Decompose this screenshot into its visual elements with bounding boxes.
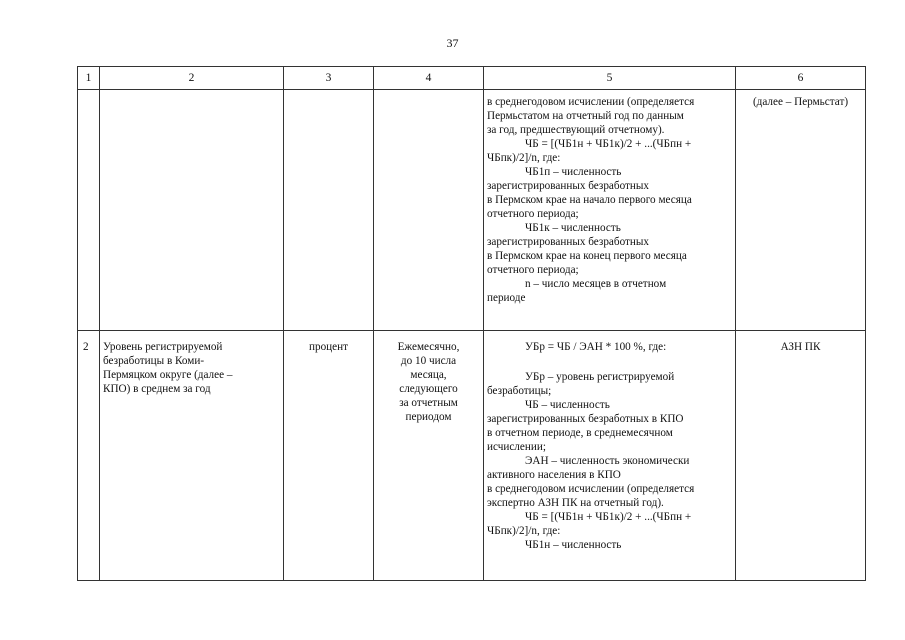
method-line: безработицы; [487, 385, 552, 397]
header-cell-3: 3 [284, 67, 374, 90]
table-row [78, 90, 866, 331]
period-line: за отчетным [399, 397, 458, 409]
method-line: ЧБ1н – численность [525, 539, 622, 551]
period-line: следующего [399, 383, 458, 395]
period-line: месяца, [410, 369, 447, 381]
indicator-name-line: КПО) в среднем за год [103, 383, 211, 395]
method-line: зарегистрированных безработных [487, 180, 650, 192]
row1-unit-cell [284, 90, 374, 331]
row2-unit-cell: процент [284, 331, 374, 581]
method-line: в Пермском крае на конец первого месяца [487, 250, 687, 262]
method-line: ЭАН – численность экономически [525, 455, 690, 467]
formula-line: ЧБпк)/2]/n, где: [487, 152, 561, 164]
method-line: n – число месяцев в отчетном [525, 278, 667, 290]
method-line: зарегистрированных безработных в КПО [487, 413, 684, 425]
method-line: активного населения в КПО [487, 469, 621, 481]
formula-line: ЧБ = [(ЧБ1н + ЧБ1к)/2 + ...(ЧБпн + [525, 138, 692, 150]
row1-num-cell [78, 90, 100, 331]
indicator-name-line: Пермяцком округе (далее – [103, 369, 233, 381]
indicator-name-line: безработицы в Коми- [103, 355, 205, 367]
method-line: отчетного периода; [487, 208, 579, 220]
method-line: УБр – уровень регистрируемой [525, 371, 675, 383]
method-line: ЧБ1п – численность [525, 166, 622, 178]
header-cell-6: 6 [736, 67, 866, 90]
row1-method-cell [484, 90, 736, 331]
method-line: экспертно АЗН ПК на отчетный год). [487, 497, 664, 509]
method-line: исчислении; [487, 441, 546, 453]
formula-line: ЧБ = [(ЧБ1н + ЧБ1к)/2 + ...(ЧБпн + [525, 511, 692, 523]
row2-name-cell [100, 331, 284, 581]
row1-source-cell: (далее – Пермьстат) [736, 90, 866, 331]
row1-period-cell [374, 90, 484, 331]
row2-num-cell: 2 [78, 331, 100, 581]
page-number: 37 [446, 36, 459, 50]
header-cell-5: 5 [484, 67, 736, 90]
period-line: Ежемесячно, [397, 341, 460, 353]
method-line: зарегистрированных безработных [487, 236, 650, 248]
table-row [78, 331, 866, 581]
period-line: периодом [405, 411, 452, 423]
header-cell-1: 1 [78, 67, 100, 90]
method-line: в Пермском крае на начало первого месяца [487, 194, 692, 206]
row2-method-cell [484, 331, 736, 581]
period-line: до 10 числа [400, 355, 457, 367]
formula-line: УБр = ЧБ / ЭАН * 100 %, где: [525, 341, 667, 353]
method-line: отчетного периода; [487, 264, 579, 276]
method-line: ЧБ – численность [525, 399, 610, 411]
method-line: ЧБ1к – численность [525, 222, 621, 234]
method-line: периоде [487, 292, 526, 304]
indicator-name-line: Уровень регистрируемой [103, 341, 223, 353]
method-line: в отчетном периоде, в среднемесячном [487, 427, 673, 439]
row2-period-cell [374, 331, 484, 581]
row2-source-cell: АЗН ПК [736, 331, 866, 581]
method-line: за год, предшествующий отчетному). [487, 124, 665, 136]
header-row [78, 67, 866, 90]
row1-name-cell [100, 90, 284, 331]
formula-line: ЧБпк)/2]/n, где: [487, 525, 561, 537]
indicator-table [77, 66, 866, 581]
method-line: Пермьстатом на отчетный год по данным [487, 110, 684, 122]
method-line: в среднегодовом исчислении (определяется [487, 483, 695, 495]
header-cell-4: 4 [374, 67, 484, 90]
header-cell-2: 2 [100, 67, 284, 90]
method-line: в среднегодовом исчислении (определяется [487, 96, 695, 108]
